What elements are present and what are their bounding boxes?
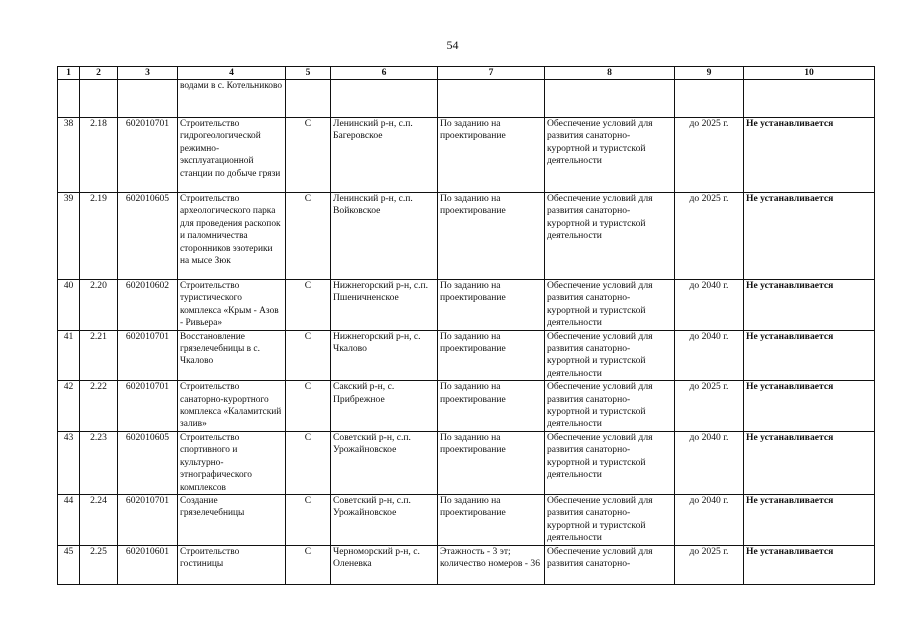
table-row — [58, 381, 875, 432]
cell-location: Нижнегорский р-н, с. Чкалово — [331, 330, 438, 381]
header-cell: 4 — [178, 67, 286, 80]
cell-name: Строительство санаторно-курортного комплекса «Каламитский залив» — [178, 381, 286, 432]
cell-name: Строительство археологического парка для проведения раскопок и паломничества сторонников эзотерики на мысе Зюк — [178, 193, 286, 280]
cell-number: 44 — [58, 494, 80, 545]
cell-status: С — [286, 431, 331, 494]
cell-code: 602010701 — [118, 381, 178, 432]
header-cell: 10 — [744, 67, 875, 80]
cell-parameters: По заданию на проектирование — [438, 381, 545, 432]
cell-deadline: до 2025 г. — [675, 193, 744, 280]
cell-code: 602010605 — [118, 431, 178, 494]
cell-index: 2.18 — [80, 118, 118, 193]
cell-parameters: По заданию на проектирование — [438, 431, 545, 494]
cell-deadline: до 2025 г. — [675, 381, 744, 432]
cell-index: 2.23 — [80, 431, 118, 494]
cell-code: 602010605 — [118, 193, 178, 280]
cell-index: 2.19 — [80, 193, 118, 280]
cell-purpose: Обеспечение условий для развития санаторно- — [545, 545, 675, 584]
cell-status: С — [286, 330, 331, 381]
cell-location: Ленинский р-н, с.п. Багеровское — [331, 118, 438, 193]
table-row — [58, 193, 875, 280]
cell-name: Строительство гидрогеологической режимно-эксплуатационной станции по добыче грязи — [178, 118, 286, 193]
cell-zone: Не устанавливается — [744, 494, 875, 545]
cell-number: 41 — [58, 330, 80, 381]
cell-status: С — [286, 545, 331, 584]
cell-purpose: Обеспечение условий для развития санаторно-курортной и туристской деятельности — [545, 193, 675, 280]
cell-name: Строительство гостиницы — [178, 545, 286, 584]
cell-zone: Не устанавливается — [744, 431, 875, 494]
cell-number: 43 — [58, 431, 80, 494]
cell-status: С — [286, 280, 331, 331]
cell-index: 2.25 — [80, 545, 118, 584]
cell-deadline: до 2040 г. — [675, 330, 744, 381]
header-row — [58, 67, 875, 80]
cell-zone: Не устанавливается — [744, 118, 875, 193]
cell-purpose: Обеспечение условий для развития санаторно-курортной и туристской деятельности — [545, 381, 675, 432]
cell-zone: Не устанавливается — [744, 193, 875, 280]
cell-index: 2.20 — [80, 280, 118, 331]
cell-parameters: По заданию на проектирование — [438, 330, 545, 381]
cell-deadline: до 2040 г. — [675, 431, 744, 494]
cell-number: 38 — [58, 118, 80, 193]
header-cell: 7 — [438, 67, 545, 80]
cell-zone: Не устанавливается — [744, 280, 875, 331]
cell-status: С — [286, 494, 331, 545]
cell-status: С — [286, 118, 331, 193]
cell-deadline: до 2025 г. — [675, 118, 744, 193]
cell-code: 602010701 — [118, 118, 178, 193]
cell-zone: Не устанавливается — [744, 545, 875, 584]
header-cell: 5 — [286, 67, 331, 80]
cell-purpose: Обеспечение условий для развития санаторно-курортной и туристской деятельности — [545, 118, 675, 193]
cell-status: С — [286, 193, 331, 280]
cell-parameters: По заданию на проектирование — [438, 118, 545, 193]
cell-parameters: По заданию на проектирование — [438, 494, 545, 545]
cell-status: С — [286, 381, 331, 432]
cell-index: 2.24 — [80, 494, 118, 545]
cell-location: Советский р-н, с.п. Урожайновское — [331, 494, 438, 545]
cell-location: Ленинский р-н, с.п. Войковское — [331, 193, 438, 280]
cell-code: 602010701 — [118, 330, 178, 381]
header-cell: 2 — [80, 67, 118, 80]
cell-number: 40 — [58, 280, 80, 331]
cell-location: Нижнегорский р-н, с.п. Пшеничненское — [331, 280, 438, 331]
cell-location: Советский р-н, с.п. Урожайновское — [331, 431, 438, 494]
cell-code: 602010601 — [118, 545, 178, 584]
cell-zone: Не устанавливается — [744, 330, 875, 381]
cell-number: 45 — [58, 545, 80, 584]
cell-number: 39 — [58, 193, 80, 280]
cell-name: Создание грязелечебницы — [178, 494, 286, 545]
header-cell: 9 — [675, 67, 744, 80]
table-row — [58, 545, 875, 584]
cell-deadline: до 2025 г. — [675, 545, 744, 584]
cell-index: 2.21 — [80, 330, 118, 381]
cell-zone: Не устанавливается — [744, 381, 875, 432]
table-row — [58, 494, 875, 545]
header-cell: 3 — [118, 67, 178, 80]
cell-purpose: Обеспечение условий для развития санаторно-курортной и туристской деятельности — [545, 280, 675, 331]
cell-parameters: По заданию на проектирование — [438, 193, 545, 280]
table-row — [58, 431, 875, 494]
cell-code: 602010602 — [118, 280, 178, 331]
cell-number: 42 — [58, 381, 80, 432]
cell-index: 2.22 — [80, 381, 118, 432]
cell-location: Черноморский р-н, с. Оленевка — [331, 545, 438, 584]
cell-name: Строительство спортивного и культурно-этнографического комплексов — [178, 431, 286, 494]
table-row — [58, 118, 875, 193]
header-cell: 8 — [545, 67, 675, 80]
cell-parameters: Этажность - 3 эт; количество номеров - 36 — [438, 545, 545, 584]
cell-purpose: Обеспечение условий для развития санаторно-курортной и туристской деятельности — [545, 494, 675, 545]
cell-purpose: Обеспечение условий для развития санаторно-курортной и туристской деятельности — [545, 431, 675, 494]
cell-code: 602010701 — [118, 494, 178, 545]
facilities-table — [57, 66, 875, 585]
page-number: 54 — [446, 38, 459, 52]
table-row — [58, 330, 875, 381]
header-cell: 6 — [331, 67, 438, 80]
cell-name: Строительство туристического комплекса «Крым - Азов - Ривьера» — [178, 280, 286, 331]
table-row — [58, 280, 875, 331]
cell-deadline: до 2040 г. — [675, 280, 744, 331]
header-cell: 1 — [58, 67, 80, 80]
cell-name: Восстановление грязелечебницы в с. Чкалово — [178, 330, 286, 381]
cell-name: водами в с. Котельниково — [178, 80, 286, 118]
cell-purpose: Обеспечение условий для развития санаторно-курортной и туристской деятельности — [545, 330, 675, 381]
table-row-continuation — [58, 80, 875, 118]
cell-deadline: до 2040 г. — [675, 494, 744, 545]
cell-parameters: По заданию на проектирование — [438, 280, 545, 331]
cell-location: Сакский р-н, с. Прибрежное — [331, 381, 438, 432]
